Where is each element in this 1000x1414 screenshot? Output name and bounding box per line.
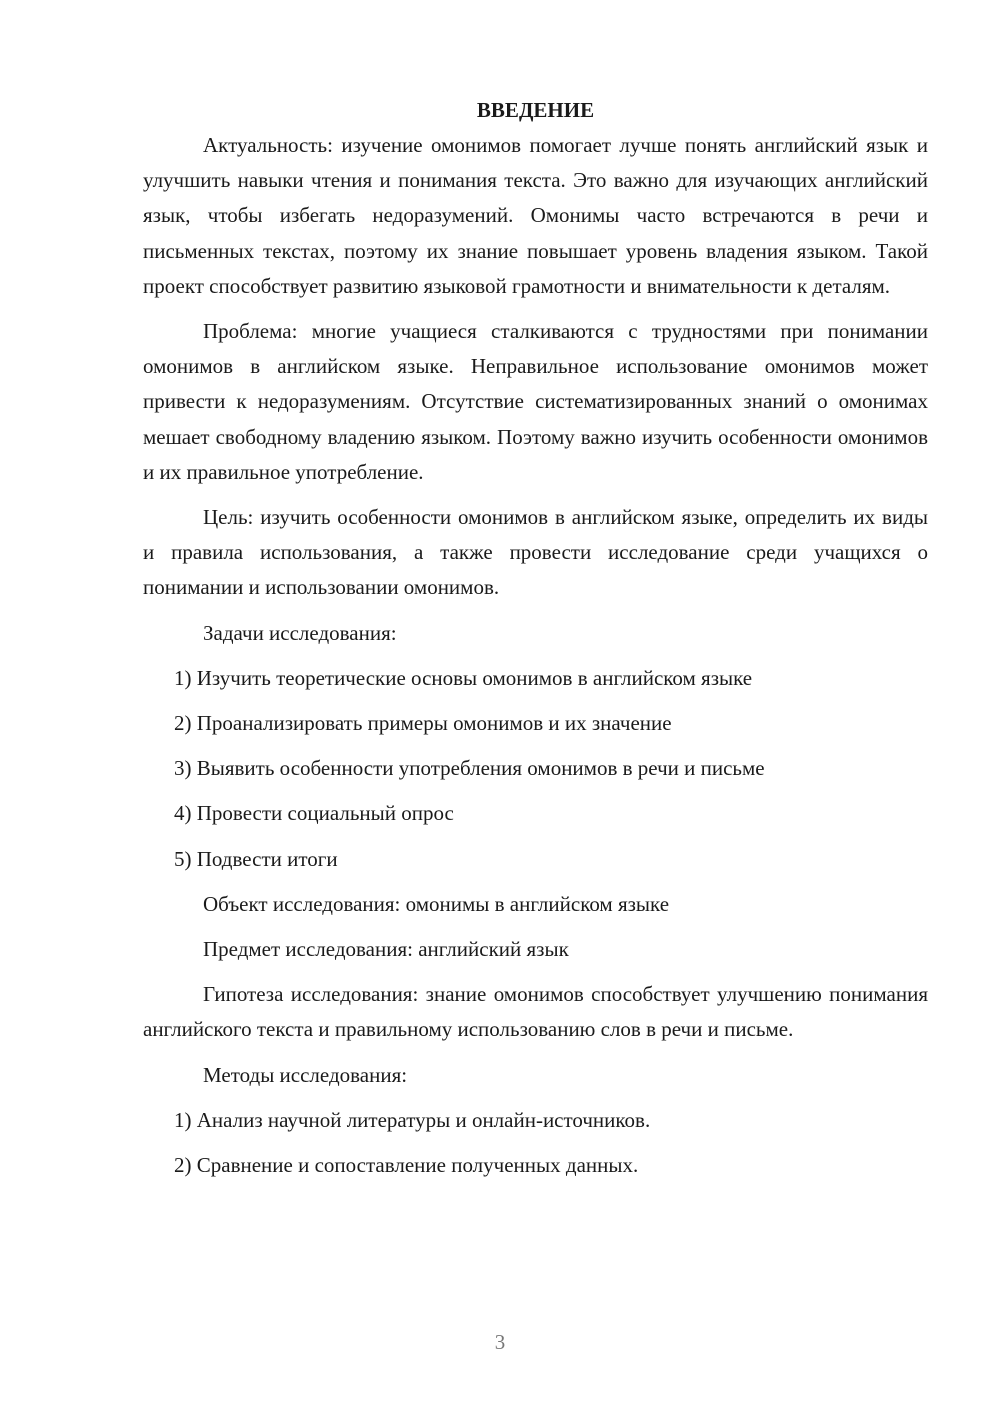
document-title: ВВЕДЕНИЕ: [476, 98, 595, 122]
method-item-1: 1) Анализ научной литературы и онлайн-источников.: [174, 1107, 651, 1132]
tasks-heading: Задачи исследования:: [203, 620, 397, 645]
problem-paragraph: Проблема: многие учащиеся сталкиваются с трудностями при понимании омонимов в английском языке. Неправильное использование омонимов может привести к недоразумениям. Отсутствие систематизированных знаний о омонимах мешает свободному владению языком. Поэтому важно изучить особенности омонимов и их правильное употребление.: [143, 319, 928, 484]
goal-paragraph: Цель: изучить особенности омонимов в английском языке, определить их виды и правила использования, а также провести исследование среди учащихся о понимании и использовании омонимов.: [143, 505, 928, 600]
research-object: Объект исследования: омонимы в английском языке: [203, 891, 670, 916]
hypothesis-paragraph: Гипотеза исследования: знание омонимов способствует улучшению понимания английского текста и правильному использованию слов в речи и письме.: [143, 982, 928, 1042]
task-item-5: 5) Подвести итоги: [174, 846, 338, 871]
task-item-4: 4) Провести социальный опрос: [174, 801, 454, 826]
methods-heading: Методы исследования:: [203, 1062, 408, 1087]
task-item-3: 3) Выявить особенности употребления омонимов в речи и письме: [174, 756, 765, 781]
method-item-2: 2) Сравнение и сопоставление полученных данных.: [174, 1153, 639, 1178]
page-number: 3: [494, 1330, 506, 1354]
research-subject: Предмет исследования: английский язык: [203, 937, 569, 962]
relevance-paragraph: Актуальность: изучение омонимов помогает лучше понять английский язык и улучшить навыки чтения и понимания текста. Это важно для изучающих английский язык, чтобы избегать недоразумений. Омонимы часто встречаются в речи и письменных текстах, поэтому их знание повышает уровень владения языком. Такой проект способствует развитию языковой грамотности и внимательности к деталям.: [143, 133, 928, 298]
document-page: [143, 93, 928, 1193]
task-item-1: 1) Изучить теоретические основы омонимов в английском языке: [174, 665, 753, 690]
task-item-2: 2) Проанализировать примеры омонимов и их значение: [174, 711, 672, 736]
